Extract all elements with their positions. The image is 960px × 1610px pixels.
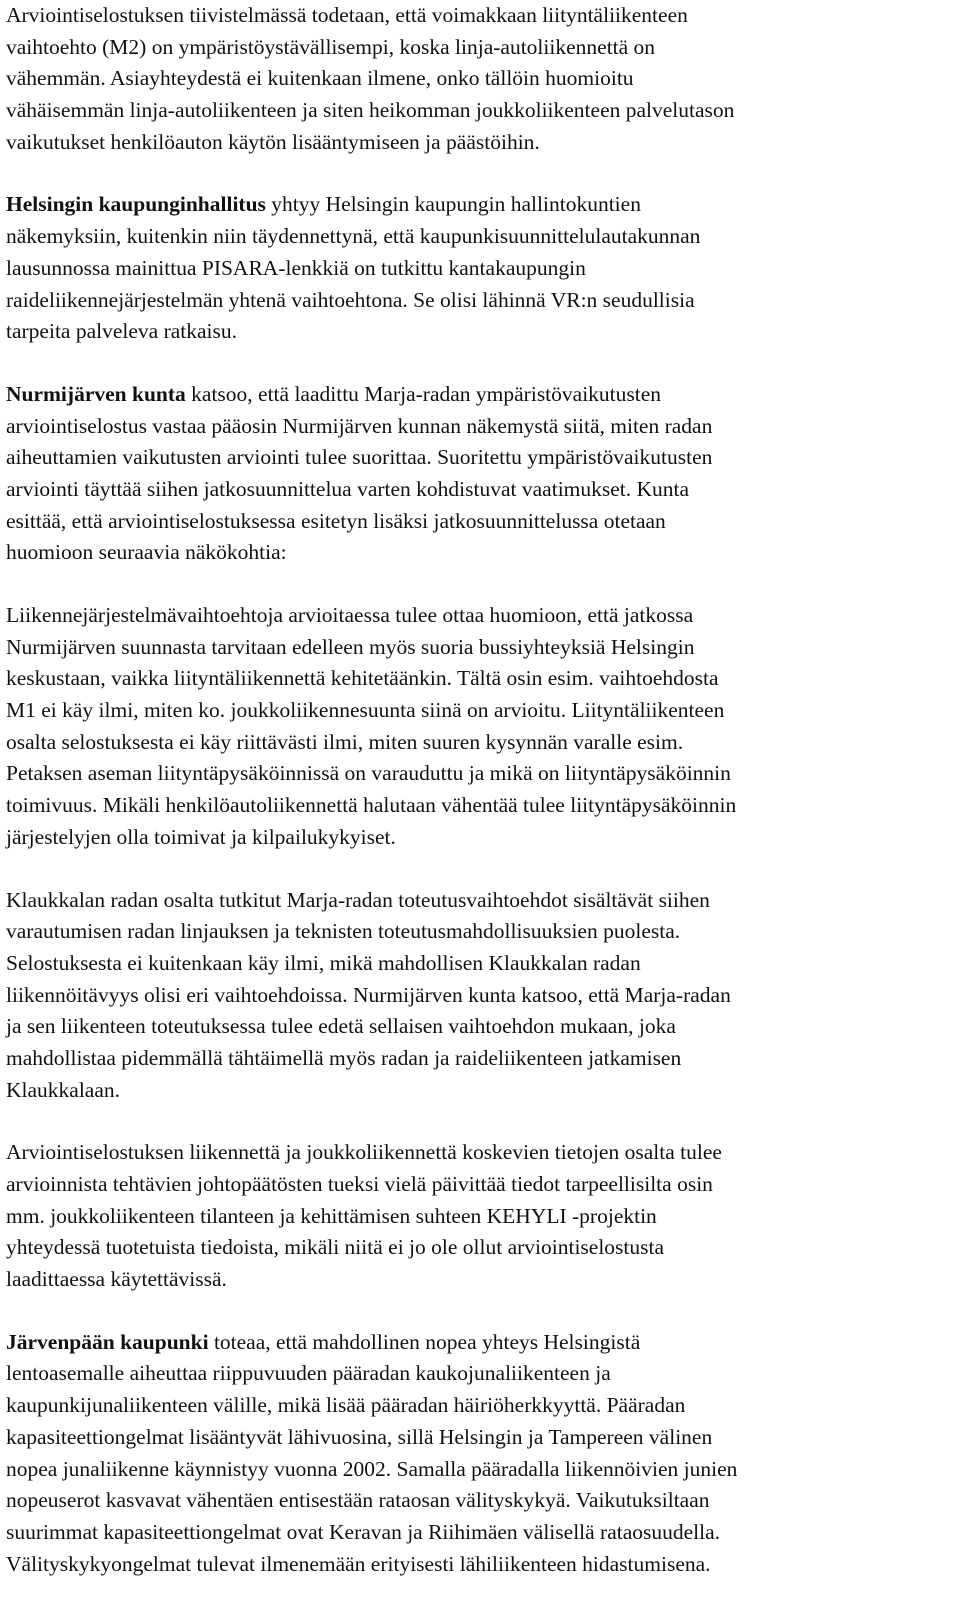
text-line: Selostuksesta ei kuitenkaan käy ilmi, mikä mahdollisen Klaukkalan radan bbox=[6, 950, 641, 975]
text-line: Arviointiselostuksen liikennettä ja joukkoliikennettä koskevien tietojen osalta tulee bbox=[6, 1140, 722, 1165]
paragraph-gap bbox=[6, 1106, 960, 1137]
text-line: yhteydessä tuotetuista tiedoista, mikäli niitä ei jo ole ollut arviointiselostusta bbox=[6, 1235, 665, 1260]
text-line: järjestelyjen olla toimivat ja kilpailukykyiset. bbox=[6, 824, 396, 849]
paragraph-3 bbox=[6, 379, 946, 569]
text-line: aiheuttamien vaikutusten arviointi tulee suorittaa. Suoritettu ympäristövaikutusten bbox=[6, 445, 713, 470]
text-line: arvioinnista tehtävien johtopäätösten tueksi vielä päivittää tiedot tarpeellisilta osin bbox=[6, 1172, 713, 1196]
text-line: raideliikennejärjestelmän yhtenä vaihtoehtona. Se olisi lähinnä VR:n seudullisia bbox=[6, 287, 695, 312]
text-line: varautumisen radan linjauksen ja teknisten toteutusmahdollisuuksien puolesta. bbox=[6, 919, 681, 944]
organization-name: Nurmijärven kunta bbox=[6, 381, 186, 406]
paragraph-gap bbox=[6, 348, 960, 379]
paragraph-gap bbox=[6, 854, 960, 885]
text-line: vähäisemmän linja-autoliikenteen ja siten heikomman joukkoliikenteen palvelutason bbox=[6, 98, 735, 123]
text-line: Nurmijärven suunnasta tarvitaan edelleen myös suoria bussiyhteyksiä Helsingin bbox=[6, 634, 695, 659]
text-line: suurimmat kapasiteettiongelmat ovat Keravan ja Riihimäen välisellä rataosuudella. bbox=[6, 1519, 721, 1544]
paragraph-gap bbox=[6, 1296, 960, 1327]
text-line: keskustaan, vaikka liityntäliikennettä kehitetäänkin. Tältä osin esim. vaihtoehdosta bbox=[6, 666, 719, 691]
text-line: kaupunkijunaliikenteen välille, mikä lisää pääradan häiriöherkkyyttä. Pääradan bbox=[6, 1393, 686, 1418]
text-line: Klaukkalan radan osalta tutkitut Marja-radan toteutusvaihtoehdot sisältävät siihen bbox=[6, 887, 710, 912]
paragraph-5 bbox=[6, 885, 946, 1107]
text-line: liikennöitävyys olisi eri vaihtoehdoissa. Nurmijärven kunta katsoo, että Marja-radan bbox=[6, 982, 731, 1007]
text-line: Liikennejärjestelmävaihtoehtoja arvioitaessa tulee ottaa huomioon, että jatkossa bbox=[6, 603, 694, 627]
text-line: huomioon seuraavia näkökohtia: bbox=[6, 540, 287, 565]
text-line: vaihtoehto (M2) on ympäristöystävällisempi, koska linja-autoliikennettä on bbox=[6, 34, 656, 59]
paragraph-gap bbox=[6, 158, 960, 189]
text-line: arviointiselostus vastaa pääosin Nurmijärven kunnan näkemystä siitä, miten radan bbox=[6, 413, 713, 438]
text-line: mahdollistaa pidemmällä tähtäimellä myös radan ja raideliikenteen jatkamisen bbox=[6, 1045, 682, 1070]
text-line: arviointi täyttää siihen jatkosuunnittelua varten kohdistuvat vaatimukset. Kunta bbox=[6, 476, 690, 501]
paragraph-2 bbox=[6, 189, 946, 347]
text-line: Klaukkalaan. bbox=[6, 1077, 121, 1102]
organization-name: Järvenpään kaupunki bbox=[6, 1329, 209, 1354]
paragraph-gap bbox=[6, 569, 960, 600]
paragraph-6 bbox=[6, 1137, 946, 1295]
text-line: Petaksen aseman liityntäpysäköinnissä on varauduttu ja mikä on liityntäpysäköinnin bbox=[6, 761, 731, 786]
text-line: nopea junaliikenne käynnistyy vuonna 2002. Samalla pääradalla liikennöivien junien bbox=[6, 1456, 738, 1481]
text-line: osalta selostuksesta ei käy riittävästi ilmi, miten suuren kysynnän varalle esim. bbox=[6, 729, 684, 754]
paragraph-4 bbox=[6, 600, 946, 854]
text-line: Helsingin kaupunginhallitus yhtyy Helsingin kaupungin hallintokuntien bbox=[6, 192, 641, 217]
text-line: kapasiteettiongelmat lisääntyvät lähivuosina, sillä Helsingin ja Tampereen välinen bbox=[6, 1424, 713, 1449]
text-line: Nurmijärven kunta katsoo, että laadittu Marja-radan ympäristövaikutusten bbox=[6, 381, 662, 406]
text-line: vähemmän. Asiayhteydestä ei kuitenkaan ilmene, onko tällöin huomioitu bbox=[6, 66, 634, 91]
text-line: näkemyksiin, kuitenkin niin täydennettynä, että kaupunkisuunnittelulautakunnan bbox=[6, 224, 701, 249]
text-line: lausunnossa mainittua PISARA-lenkkiä on tutkittu kantakaupungin bbox=[6, 255, 586, 280]
text-line: laadittaessa käytettävissä. bbox=[6, 1267, 227, 1292]
text-line: Järvenpään kaupunki toteaa, että mahdollinen nopea yhteys Helsingistä bbox=[6, 1329, 641, 1354]
text-line: esittää, että arviointiselostuksessa esitetyn lisäksi jatkosuunnittelussa otetaan bbox=[6, 508, 666, 533]
paragraph-7 bbox=[6, 1327, 946, 1581]
text-line: nopeuserot kasvavat vähentäen entisestään rataosan välityskykyä. Vaikutuksiltaan bbox=[6, 1488, 710, 1513]
text-line: M1 ei käy ilmi, miten ko. joukkoliikennesuunta siinä on arvioitu. Liityntäliikenteen bbox=[6, 698, 725, 723]
text-line: lentoasemalle aiheuttaa riippuvuuden pääradan kaukojunaliikenteen ja bbox=[6, 1361, 611, 1386]
text-line: toimivuus. Mikäli henkilöautoliikennettä halutaan vähentää tulee liityntäpysäköinnin bbox=[6, 793, 737, 818]
text-line: Välityskykyongelmat tulevat ilmenemään erityisesti lähiliikenteen hidastumisena. bbox=[6, 1551, 711, 1576]
text-line: ja sen liikenteen toteutuksessa tulee edetä sellaisen vaihtoehdon mukaan, joka bbox=[6, 1014, 676, 1039]
text-line: Arviointiselostuksen tiivistelmässä todetaan, että voimakkaan liityntäliikenteen bbox=[6, 3, 688, 27]
text-line: mm. joukkoliikenteen tilanteen ja kehittämisen suhteen KEHYLI -projektin bbox=[6, 1203, 657, 1228]
text-line: tarpeita palveleva ratkaisu. bbox=[6, 319, 238, 344]
paragraph-1 bbox=[6, 0, 946, 158]
text-line: vaikutukset henkilöauton käytön lisääntymiseen ja päästöihin. bbox=[6, 129, 540, 154]
organization-name: Helsingin kaupunginhallitus bbox=[6, 192, 266, 217]
